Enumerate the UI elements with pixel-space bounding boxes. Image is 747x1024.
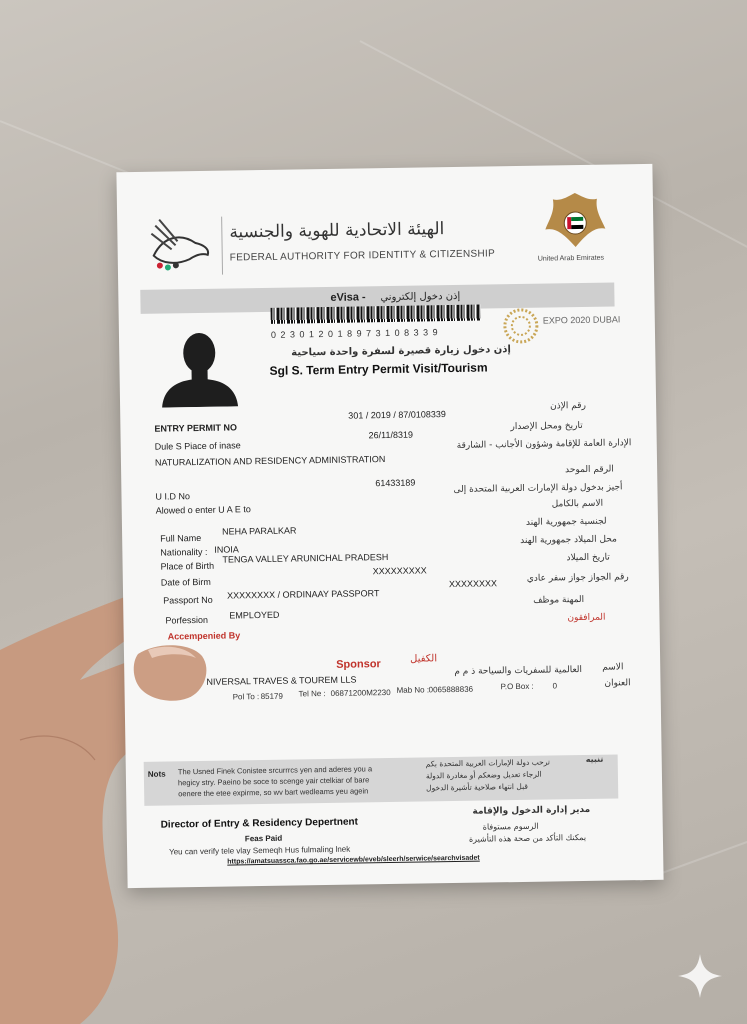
- emblem-caption: United Arab Emirates: [537, 254, 605, 263]
- sponsor-label: Sponsor: [336, 658, 381, 671]
- fees-paid-arabic: الرسوم مستوفاة: [482, 821, 539, 832]
- uid-label: U I.D No: [155, 491, 191, 502]
- entry-permit-value: 301 / 2019 / 87/0108339: [348, 409, 446, 421]
- header-divider: [221, 217, 223, 275]
- verify-arabic: يمكنك التأكد من صحة هذه التأشيرة: [468, 832, 587, 844]
- authority-english: FEDERAL AUTHORITY FOR IDENTITY & CITIZENSHIP: [229, 248, 496, 264]
- tel-value: 06871200M2230: [330, 688, 391, 698]
- uid-arabic: الرقم الموحد: [565, 464, 614, 476]
- full-name-arabic: لجنسية جمهورية الهند: [525, 516, 607, 528]
- evisa-document: [116, 164, 663, 888]
- allowed-arabic: أجيز بدخول دولة الإمارات العربية المتحدة إلى: [453, 482, 623, 495]
- passport-arabic: رقم الجواز جواز سفر عادي: [526, 572, 629, 584]
- mob-value: 0065888836: [428, 684, 474, 695]
- po-label: Pol To :: [232, 692, 260, 702]
- allowed-arabic-2: الاسم بالكامل: [551, 498, 604, 510]
- date-place-arabic: تاريخ ومحل الإصدار: [510, 420, 583, 433]
- note-text-line1: The Usned Finek Conistee srcurrrcs yen and aderes you a: [177, 764, 373, 777]
- passport-value-right: XXXXXXXX: [448, 578, 498, 590]
- falcon-logo-icon: [145, 215, 216, 276]
- note-arabic-text2: الرجاء تعديل وضعكم أو مغادرة الدولة: [425, 769, 542, 781]
- note-arabic-text1: ترحب دولة الإمارات العربية المتحدة بكم: [425, 757, 551, 769]
- pobox-value: 0: [552, 681, 558, 691]
- full-name-label: Full Name: [160, 532, 202, 544]
- note-text-line2: hegicy stry. Paeino be soce to scenge yair ctelkiar of bare: [177, 775, 370, 788]
- uae-emblem-icon: [543, 189, 608, 252]
- director-english: Director of Entry & Residency Depertnent: [160, 816, 358, 831]
- sparkle-icon: [676, 952, 724, 1000]
- permit-title-arabic: إذن دخول زيارة قصيرة لسفرة واحدة سياحية: [291, 344, 511, 359]
- authority-arabic: الهيئة الاتحادية للهوية والجنسية: [229, 219, 445, 243]
- passport-label: Passport No: [163, 594, 213, 606]
- date-place-label: Dule S Piace of inase: [154, 440, 241, 452]
- director-arabic: مدير إدارة الدخول والإقامة: [472, 804, 591, 817]
- address-arabic: العنوان: [604, 678, 631, 689]
- birth-place-arabic: تاريخ الميلاد: [566, 552, 610, 564]
- profession-label: Porfession: [165, 614, 209, 626]
- profession-value: EMPLOYED: [229, 609, 280, 621]
- note-text-line3: oenere the etee expirme, so wv bart wedleams yeu agein: [178, 786, 369, 799]
- thumb: [132, 640, 212, 710]
- full-name-value: NEHA PARALKAR: [221, 525, 297, 537]
- nationality-value: INOIA: [214, 544, 239, 555]
- admin-arabic: الإدارة العامة للإقامة وشؤون الأجانب - الشارقة: [456, 438, 632, 451]
- pobox-label: P.O Box :: [500, 681, 534, 692]
- verify-text: Yeu can verify tele vlay Semeqh Hus fulmaling lnek: [169, 844, 351, 857]
- evisa-arabic: إذن دخول إلكتروني: [380, 290, 461, 304]
- dob-label: Date of Birm: [160, 576, 211, 588]
- sponsor-name: NIVERSAL TRAVES & TOUREM LLS: [206, 674, 357, 687]
- barcode-number: 0 2 3 0 1 2 0 1 8 9 7 3 1 0 8 3 3 9: [270, 327, 439, 340]
- sponsor-name-arabic: العالمية للسفريات والسياحة ذ م م: [454, 665, 583, 678]
- po-value: 85179: [260, 691, 283, 702]
- date-value: 26/11/8319: [368, 429, 414, 441]
- accompanied-label: Accempenied By: [167, 630, 241, 642]
- sponsor-arabic-label: الكفيل: [410, 653, 438, 665]
- accompanied-arabic: المرافقون: [567, 612, 606, 624]
- evisa-label: eVisa -: [330, 291, 366, 304]
- entry-permit-arabic: رقم الإذن: [550, 400, 586, 412]
- expo-label: EXPO 2020 DUBAI: [542, 314, 621, 326]
- expo-logo-icon: [503, 308, 540, 345]
- birth-place-label: Place of Birth: [160, 560, 215, 572]
- fees-paid: Feas Paid: [244, 833, 283, 844]
- birth-place-value: TENGA VALLEY ARUNICHAL PRADESH: [222, 552, 389, 565]
- note-label: Nots: [147, 769, 166, 779]
- nationality-label: Nationality :: [160, 546, 208, 558]
- note-arabic-text3: قبل انتهاء صلاحية تأشيرة الدخول: [426, 781, 528, 793]
- mob-label: Mab No :: [396, 685, 430, 695]
- nationality-arabic: محل الميلاد جمهورية الهند: [520, 534, 617, 546]
- tel-label: Tel Ne :: [298, 689, 326, 699]
- permit-title-english: Sgl S. Term Entry Permit Visit/Tourism: [269, 360, 488, 378]
- entry-permit-label: ENTRY PERMIT NO: [154, 422, 238, 434]
- allowed-label: Alowed o enter U A E to: [155, 504, 251, 516]
- uid-value: 61433189: [375, 477, 416, 489]
- barcode: [271, 305, 481, 324]
- sponsor-name-arabic-label: الاسم: [602, 662, 624, 673]
- applicant-photo: [157, 326, 242, 407]
- profession-arabic: المهنة موظف: [533, 594, 585, 606]
- passport-value: XXXXXXXX / ORDINAAY PASSPORT: [226, 588, 380, 601]
- verify-url: https://amatsuassca.fao.go.ae/servicewb/eveb/sleerh/serwice/searchvisadet: [227, 854, 480, 866]
- note-arabic-label: تنبيه: [585, 754, 604, 764]
- dob-value: XXXXXXXXX: [372, 565, 427, 577]
- admin-value: NATURALIZATION AND RESIDENCY ADMINISTRATION: [154, 454, 386, 468]
